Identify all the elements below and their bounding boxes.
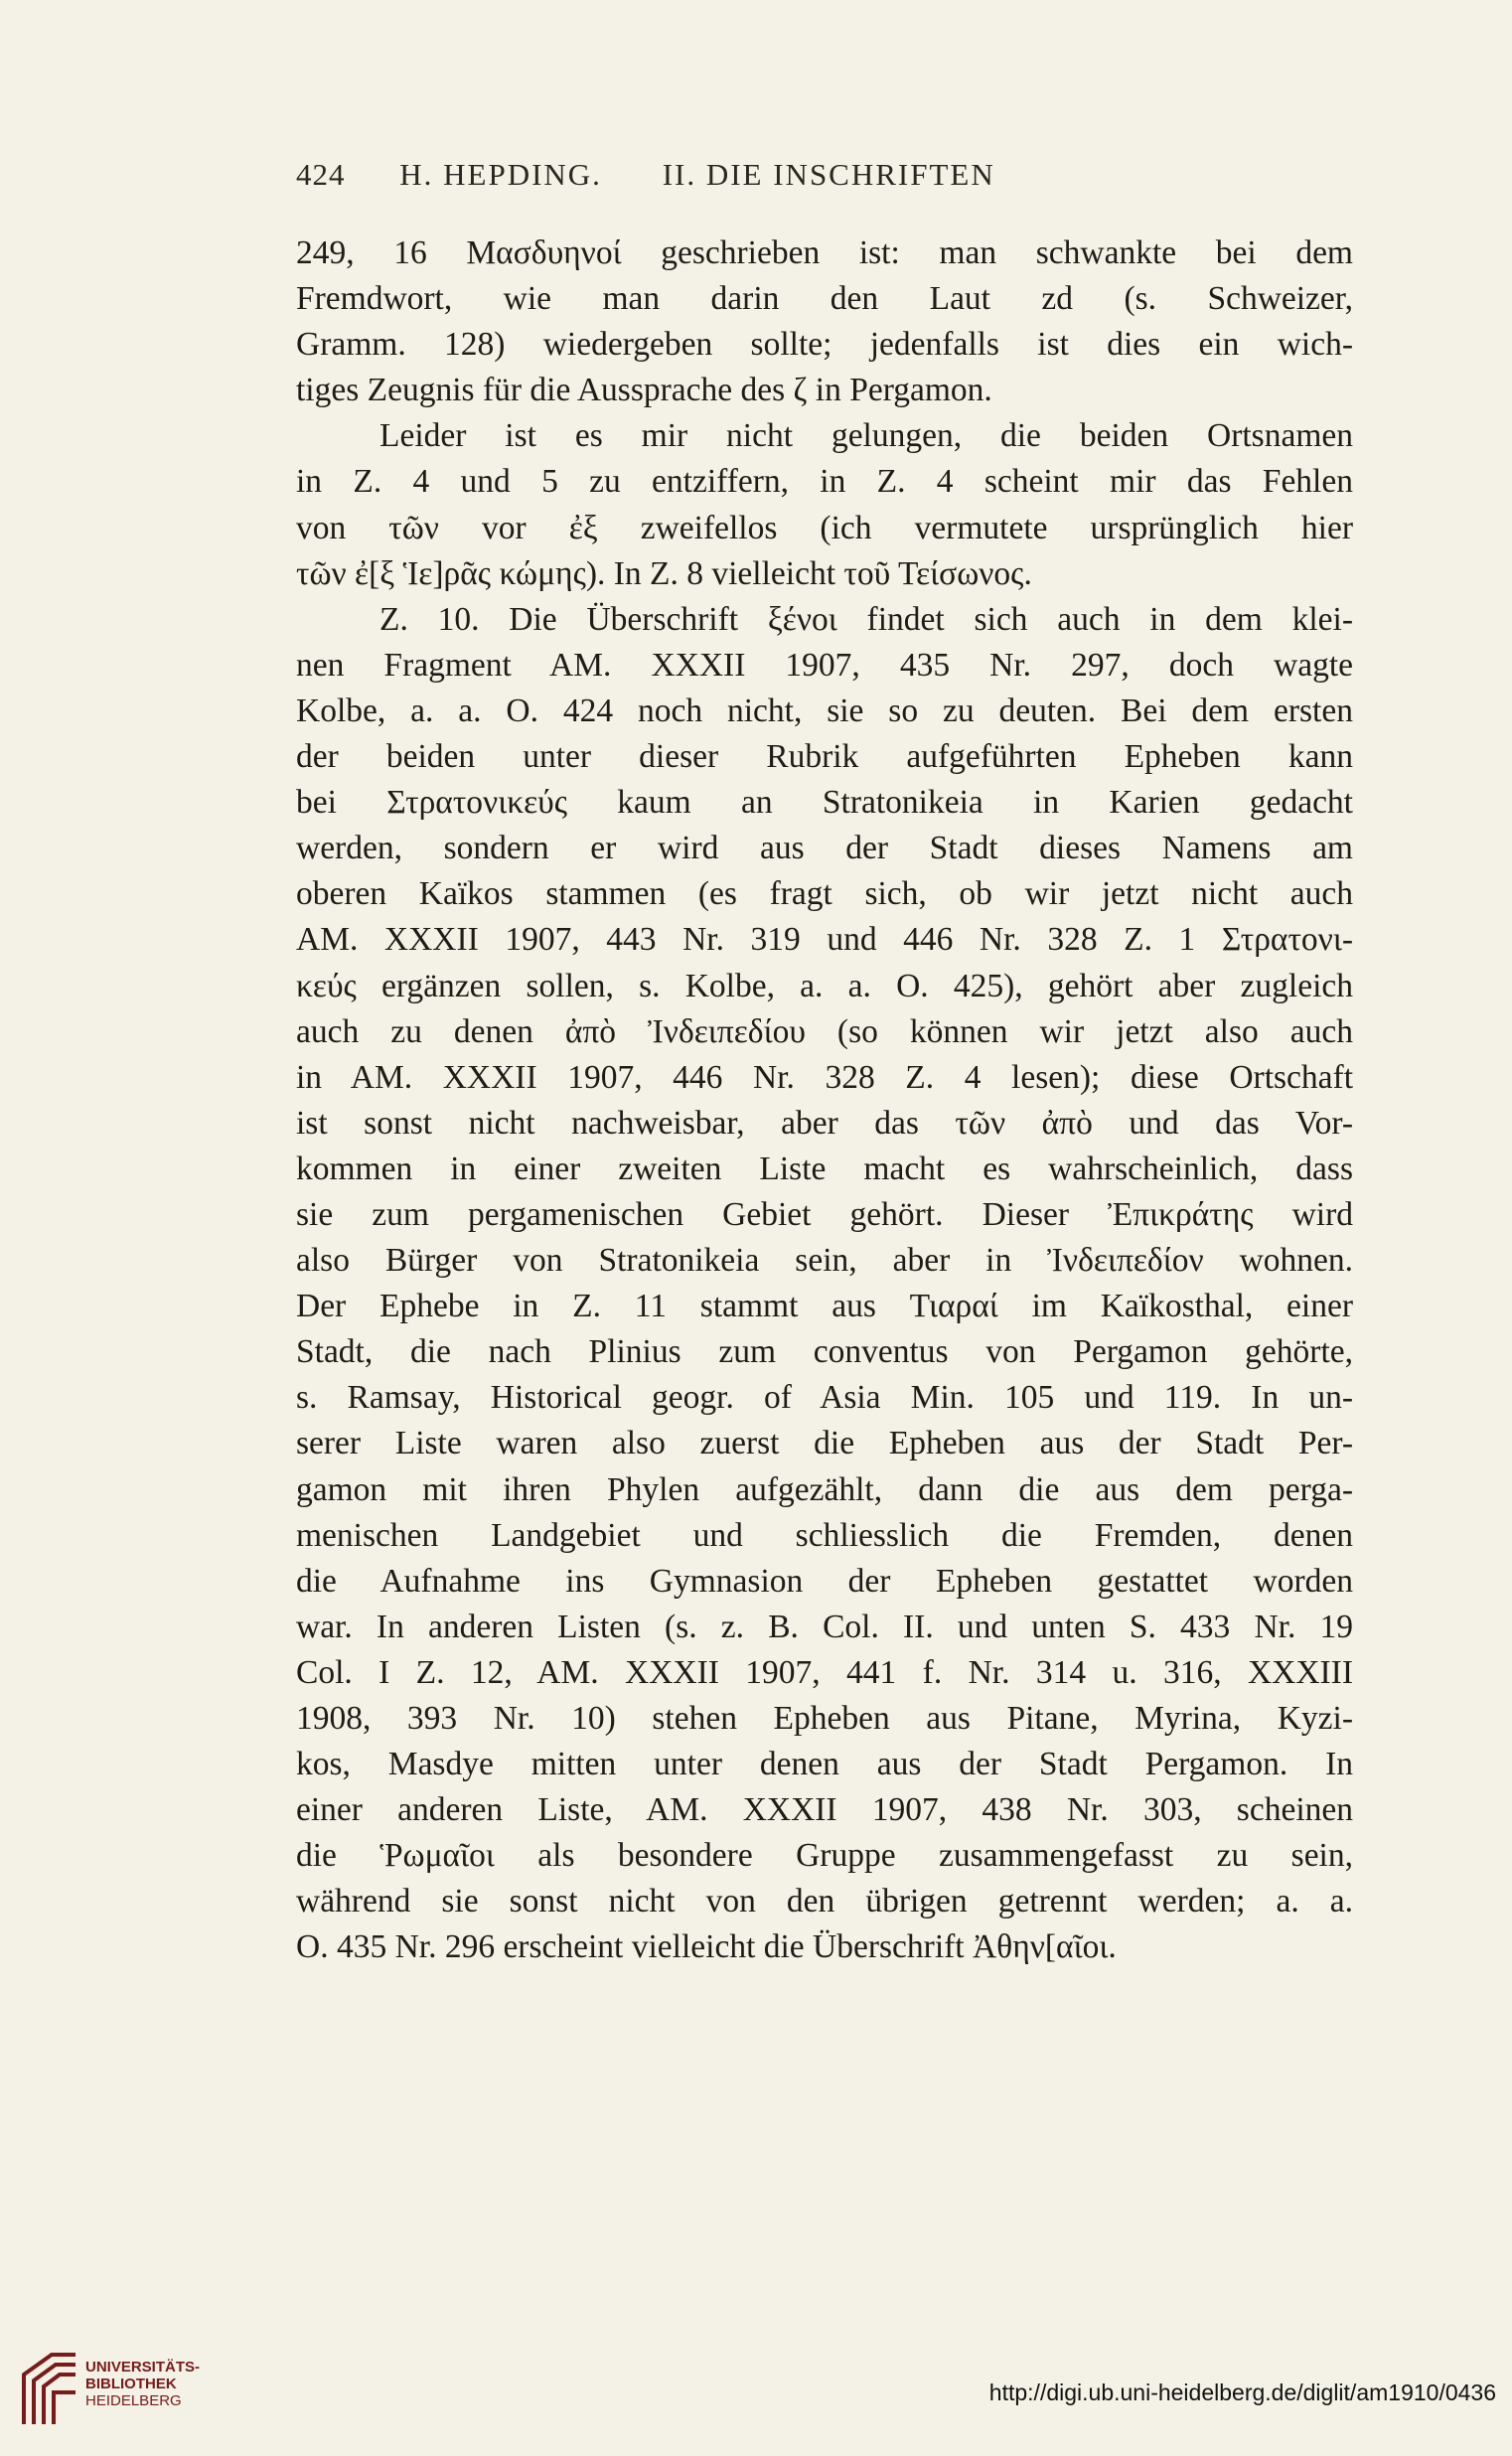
text-line: κεύς ergänzen sollen, s. Kolbe, a. a. O. 425), gehört aber zugleich — [296, 967, 1353, 1004]
text-line: die Ῥωμαῖοι als besondere Gruppe zusammengefasst zu sein, — [296, 1837, 1353, 1875]
library-logo — [16, 2345, 314, 2430]
text-line: gamon mit ihren Phylen aufgezählt, dann die aus dem perga- — [296, 1470, 1353, 1508]
text-line: oberen Kaïkos stammen (es fragt sich, ob wir jetzt nicht auch — [296, 875, 1353, 913]
text-line: die Aufnahme ins Gymnasion der Epheben gestattet worden — [296, 1562, 1353, 1600]
library-name-line: UNIVERSITÄTS- — [85, 2359, 201, 2376]
text-line: sie zum pergamenischen Gebiet gehört. Dieser Ἐπικράτης wird — [296, 1195, 1353, 1233]
library-name-line: BIBLIOTHEK — [85, 2376, 177, 2392]
text-line: bei Στρατονικεύς kaum an Stratonikeia in Karien gedacht — [296, 784, 1353, 822]
body-text — [296, 230, 1353, 1971]
text-line: Der Ephebe in Z. 11 stammt aus Τιαραί im Kaïkosthal, einer — [296, 1288, 1353, 1325]
text-line: nen Fragment AM. XXXII 1907, 435 Nr. 297, doch wagte — [296, 646, 1353, 684]
library-logo-icon — [16, 2345, 83, 2430]
running-head — [296, 157, 1339, 193]
page-number: 424 — [296, 157, 346, 192]
text-line: tiges Zeugnis für die Aussprache des ζ in Pergamon. — [296, 372, 992, 409]
library-name-line: HEIDELBERG — [85, 2392, 182, 2409]
text-line: O. 435 Nr. 296 erscheint vielleicht die Überschrift Ἀθην[αῖοι. — [296, 1928, 1117, 1966]
text-line: in Z. 4 und 5 zu entziffern, in Z. 4 scheint mir das Fehlen — [296, 463, 1353, 501]
text-line: menischen Landgebiet und schliesslich die Fremden, denen — [296, 1516, 1353, 1554]
text-line: Col. I Z. 12, AM. XXXII 1907, 441 f. Nr. 314 u. 316, XXXIII — [296, 1653, 1353, 1691]
text-line: serer Liste waren also zuerst die Epheben aus der Stadt Per- — [296, 1425, 1353, 1462]
source-url[interactable]: http://digi.ub.uni-heidelberg.de/diglit/am1910/0436 — [988, 2379, 1496, 2405]
text-line: 1908, 393 Nr. 10) stehen Epheben aus Pitane, Myrina, Kyzi- — [296, 1700, 1353, 1737]
text-line: kommen in einer zweiten Liste macht es wahrscheinlich, dass — [296, 1150, 1353, 1187]
text-line: während sie sonst nicht von den übrigen getrennt werden; a. a. — [296, 1883, 1353, 1920]
text-line: AM. XXXII 1907, 443 Nr. 319 und 446 Nr. 328 Z. 1 Στρατονι- — [296, 921, 1353, 959]
text-line: war. In anderen Listen (s. z. B. Col. II. und unten S. 433 Nr. 19 — [296, 1608, 1353, 1645]
text-line: werden, sondern er wird aus der Stadt dieses Namens am — [296, 830, 1353, 867]
text-line: kos, Masdye mitten unter denen aus der Stadt Pergamon. In — [296, 1746, 1353, 1783]
text-line: Kolbe, a. a. O. 424 noch nicht, sie so zu deuten. Bei dem ersten — [296, 691, 1353, 729]
text-line: ist sonst nicht nachweisbar, aber das τῶν ἀπὸ und das Vor- — [296, 1104, 1353, 1142]
text-line: Leider ist es mir nicht gelungen, die beiden Ortsnamen — [379, 417, 1353, 455]
text-line: auch zu denen ἀπὸ Ἰνδειπεδίου (so können wir jetzt also auch — [296, 1012, 1353, 1050]
text-line: Gramm. 128) wiedergeben sollte; jedenfalls ist dies ein wich- — [296, 326, 1353, 364]
text-line: s. Ramsay, Historical geogr. of Asia Min. 105 und 119. In un- — [296, 1379, 1353, 1417]
text-line: der beiden unter dieser Rubrik aufgeführten Epheben kann — [296, 738, 1353, 776]
text-line: einer anderen Liste, AM. XXXII 1907, 438 Nr. 303, scheinen — [296, 1791, 1353, 1829]
text-line: von τῶν vor ἐξ zweifellos (ich vermutete ursprünglich hier — [296, 509, 1353, 546]
header-author: H. HEPDING. — [399, 157, 602, 192]
text-line: in AM. XXXII 1907, 446 Nr. 328 Z. 4 lesen); diese Ortschaft — [296, 1058, 1353, 1096]
header-section: II. DIE INSCHRIFTEN — [662, 157, 995, 192]
text-line: τῶν ἐ[ξ Ἱε]ρᾶς κώμης). In Z. 8 vielleicht τοῦ Τείσωνος. — [296, 554, 1032, 592]
text-line: Fremdwort, wie man darin den Laut zd (s. Schweizer, — [296, 280, 1353, 318]
text-line: Stadt, die nach Plinius zum conventus von Pergamon gehörte, — [296, 1333, 1353, 1371]
text-line: also Bürger von Stratonikeia sein, aber in Ἰνδειπεδίον wohnen. — [296, 1242, 1353, 1280]
library-name — [85, 2359, 200, 2409]
text-line: Z. 10. Die Überschrift ξένοι findet sich auch in dem klei- — [379, 600, 1353, 638]
text-line: 249, 16 Μασδυηνοί geschrieben ist: man schwankte bei dem — [296, 234, 1353, 271]
